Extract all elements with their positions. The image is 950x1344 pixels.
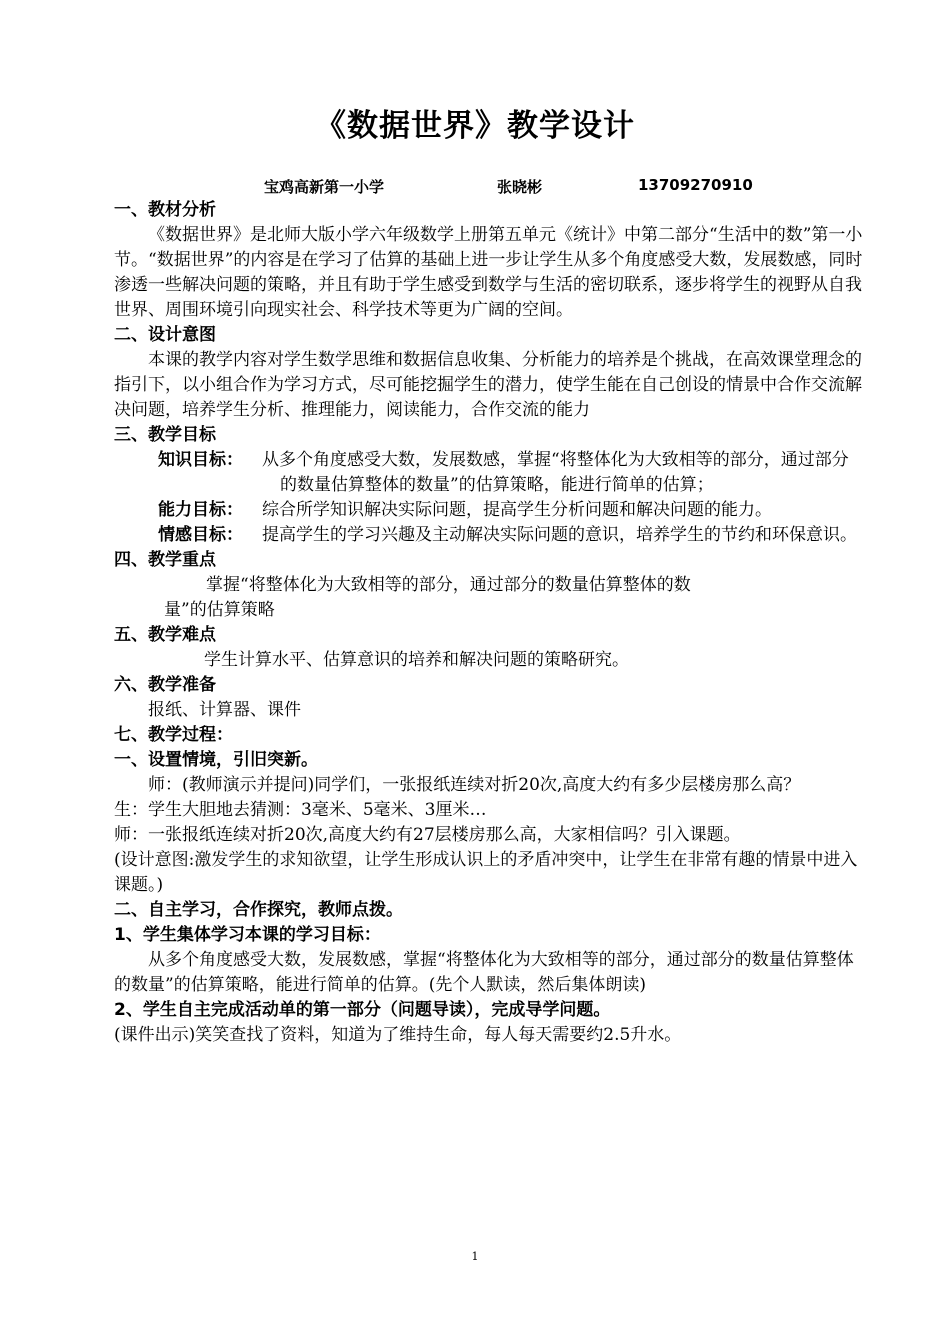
section-text-design-intent: 本课的教学内容对学生数学思维和数据信息收集、分析能力的培养是个挑战，在高效课堂理念的指引下，以小组合作为学习方式，尽可能挖掘学生的潜力，使学生能在自己创设的情景中合作交流解决问题，培养学生分析、推理能力，阅读能力，合作交流的能力 bbox=[114, 350, 862, 420]
goal-ability bbox=[114, 498, 864, 523]
paragraph-courseware: (课件出示)笑笑查找了资料，知道为了维持生命，每人每天需要约2.5升水。 bbox=[114, 1025, 682, 1045]
section-heading-preparation: 六、教学准备 bbox=[114, 675, 216, 695]
document-title: 《数据世界》教学设计 bbox=[315, 108, 635, 144]
section-text-difficulties: 学生计算水平、估算意识的培养和解决问题的策略研究。 bbox=[204, 650, 629, 670]
section-heading-difficulties: 五、教学难点 bbox=[114, 625, 216, 645]
key-points-line-1: 掌握“将整体化为大致相等的部分，通过部分的数量估算整体的数 bbox=[206, 575, 691, 595]
step-heading-scenario: 一、设置情境，引旧突新。 bbox=[114, 750, 318, 770]
section-heading-design-intent: 二、设计意图 bbox=[114, 325, 216, 345]
paragraph-teacher-question: 师：(教师演示并提问)同学们，一张报纸连续对折20次,高度大约有多少层楼房那么高？ bbox=[148, 775, 801, 795]
key-points-line-2: 量”的估算策略 bbox=[164, 600, 275, 620]
paragraph-learning-goals: 从多个角度感受大数，发展数感，掌握“将整体化为大致相等的部分，通过部分的数量估算整体的数量”的估算策略，能进行简单的估算。(先个人默读，然后集体朗读) bbox=[114, 950, 854, 995]
step-heading-self-study: 二、自主学习，合作探究，教师点拨。 bbox=[114, 900, 403, 920]
goal-ability-label: 能力目标： bbox=[158, 500, 243, 520]
section-text-preparation: 报纸、计算器、课件 bbox=[148, 700, 301, 720]
goal-knowledge-label: 知识目标： bbox=[158, 450, 243, 470]
section-text-textbook-analysis: 《数据世界》是北师大版小学六年级数学上册第五单元《统计》中第二部分“生活中的数”第一小节。“数据世界”的内容是在学习了估算的基础上进一步让学生从多个角度感受大数，发展数感，同时渗透一些解决问题的策略，并且有助于学生感受到数学与生活的密切联系，逐步将学生的视野从自我世界、周围环境引向现实社会、科学技术等更为广阔的空间。 bbox=[114, 225, 863, 320]
goal-emotion-label: 情感目标： bbox=[158, 525, 243, 545]
author-school: 宝鸡高新第一小学 bbox=[264, 178, 385, 196]
paragraph-student-guess: 生：学生大胆地去猜测：3毫米、5毫米、3厘米… bbox=[114, 800, 487, 820]
author-name: 张晓彬 bbox=[497, 178, 543, 196]
goal-emotion bbox=[114, 523, 864, 548]
section-heading-teaching-process: 七、教学过程： bbox=[114, 725, 233, 745]
goal-emotion-text: 提高学生的学习兴趣及主动解决实际问题的意识，培养学生的节约和环保意识。 bbox=[262, 525, 857, 545]
section-heading-teaching-goals: 三、教学目标 bbox=[114, 425, 216, 445]
author-line bbox=[0, 176, 950, 198]
author-phone: 13709270910 bbox=[638, 176, 753, 194]
sub-heading-activity-sheet: 2、学生自主完成活动单的第一部分（问题导读），完成导学问题。 bbox=[114, 1000, 611, 1020]
document-body bbox=[114, 198, 864, 1048]
paragraph-teacher-answer: 师：一张报纸连续对折20次,高度大约有27层楼房那么高，大家相信吗？引入课题。 bbox=[114, 825, 741, 845]
paragraph-design-note: (设计意图:激发学生的求知欲望，让学生形成认识上的矛盾冲突中，让学生在非常有趣的情景中进入课题。) bbox=[114, 850, 858, 895]
goal-ability-text: 综合所学知识解决实际问题，提高学生分析问题和解决问题的能力。 bbox=[262, 500, 772, 520]
goal-knowledge-text: 从多个角度感受大数，发展数感，掌握“将整体化为大致相等的部分，通过部分的数量估算整体的数量”的估算策略，能进行简单的估算； bbox=[262, 450, 849, 495]
goal-knowledge bbox=[114, 448, 864, 498]
section-heading-textbook-analysis: 一、教材分析 bbox=[114, 200, 216, 220]
page-number: 1 bbox=[471, 1250, 479, 1263]
sub-heading-learning-goals: 1、学生集体学习本课的学习目标： bbox=[114, 925, 381, 945]
section-heading-key-points: 四、教学重点 bbox=[114, 550, 216, 570]
